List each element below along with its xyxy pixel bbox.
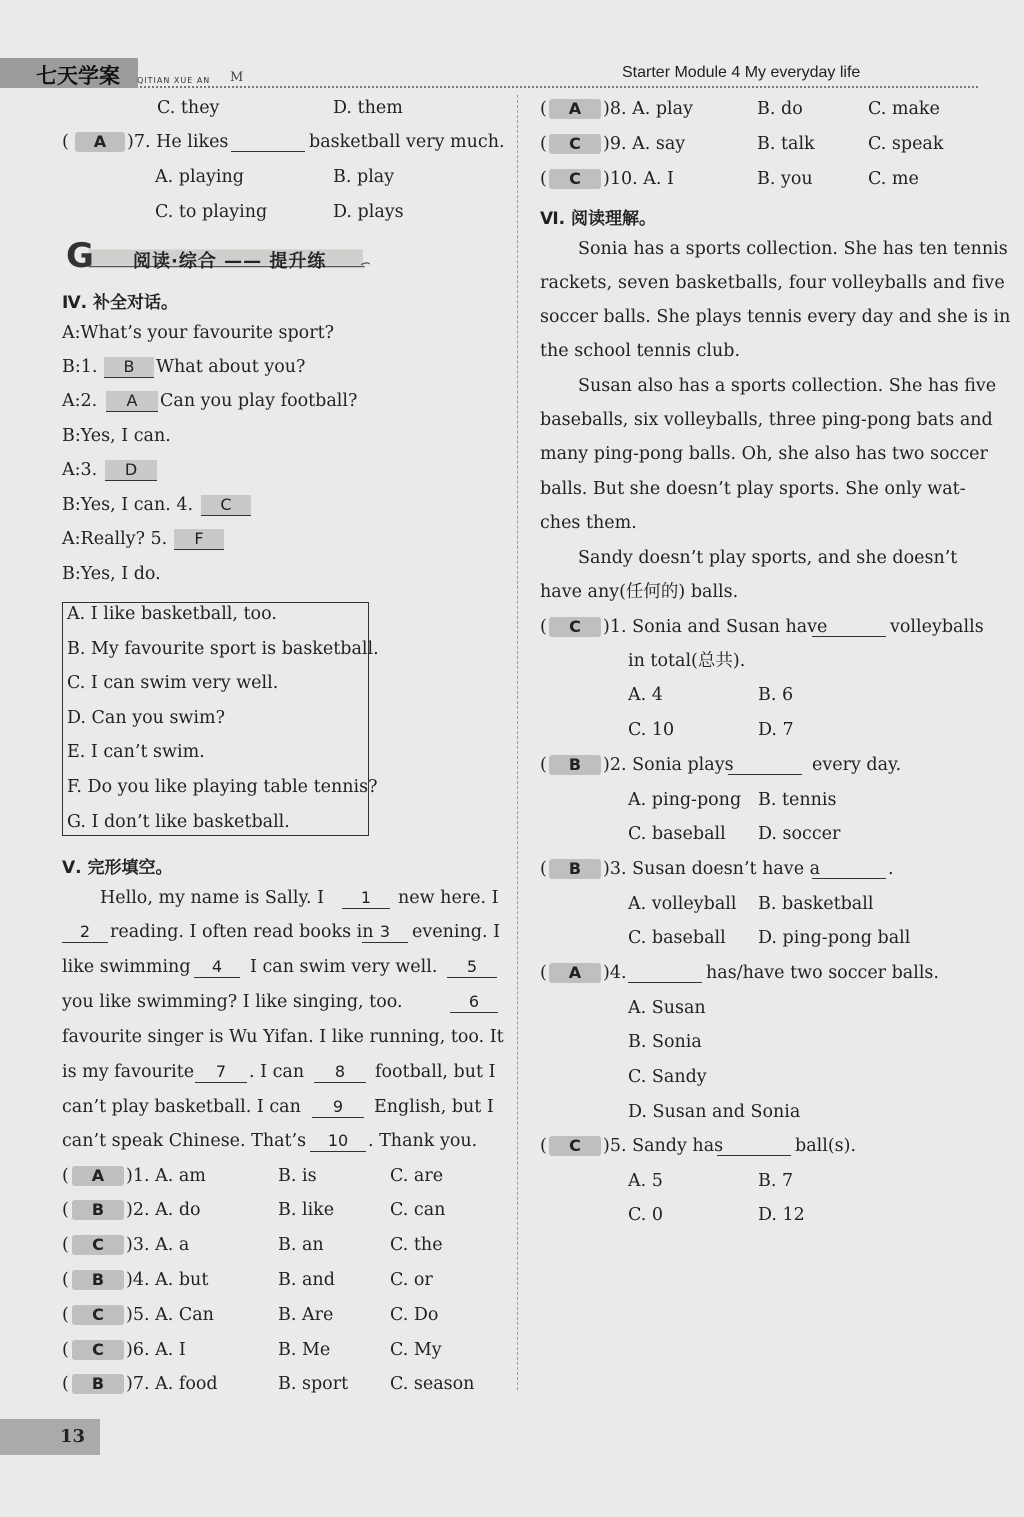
cloze-blank-10: 10 [310,1131,366,1152]
reading-q5-option-d: D. 12 [758,1205,805,1225]
reading-q1-option-b: B. 6 [758,685,794,705]
cloze-q-option-b: B. do [757,99,803,119]
reading-q5-option-a: A. 5 [628,1171,663,1191]
answer-badge: C [549,169,601,189]
reading-q5-blank [717,1155,791,1156]
q6-option-d: D. them [333,98,403,118]
paren-open: ( [62,1305,69,1325]
paren-open: ( [540,755,547,775]
reading-q5-option-c: C. 0 [628,1205,664,1225]
cloze-blank-2: 2 [62,922,108,943]
paren-open: ( [540,617,547,637]
cloze-text: like swimming [62,957,191,977]
cloze-blank-1: 1 [342,888,390,909]
dialog-answer-5: F [174,529,224,550]
answer-badge: A [549,99,601,119]
passage-line: Sandy doesn’t play sports, and she doesn’t [578,548,958,568]
cloze-q-option-b: B. Are [278,1305,334,1325]
q7-blank [231,151,305,152]
paren-open: ( [62,1235,69,1255]
dialog-line-2-pre: B:1. [62,357,98,377]
reading-q4-option-d: D. Susan and Sonia [628,1102,801,1122]
dialog-line-6-pre: B:Yes, I can. 4. [62,495,194,515]
dialog-option-b: B. My favourite sport is basketball. [67,639,379,659]
cloze-text: reading. I often read books in [110,922,374,942]
reading-q1-option-c: C. 10 [628,720,675,740]
reading-q5-option-b: B. 7 [758,1171,794,1191]
passage-line: Susan also has a sports collection. She has five [578,376,997,396]
cloze-text: football, but I [375,1062,496,1082]
dialog-line-3-pre: A:2. [62,391,98,411]
cloze-q-option-a: )3. A. a [126,1235,190,1255]
paren-open: ( [62,1270,69,1290]
reading-q3-option-d: D. ping-pong ball [758,928,911,948]
cloze-q-option-c: C. are [390,1166,444,1186]
passage-line: the school tennis club. [540,341,741,361]
answer-badge: A [75,132,125,152]
answer-badge: C [72,1340,124,1360]
dialog-line-7-pre: A:Really? 5. [62,529,168,549]
cloze-text: English, but I [374,1097,494,1117]
answer-badge: B [72,1200,124,1220]
reading-q1-stem-b: volleyballs [890,617,984,637]
answer-badge: A [549,963,601,983]
section-5-title: Ⅴ. 完形填空。 [62,858,173,878]
answer-badge: C [549,617,601,637]
reading-q3-blank [812,878,886,879]
reading-q3-option-b: B. basketball [758,894,874,914]
cloze-q-option-c: C. can [390,1200,446,1220]
reading-q4-blank [628,982,702,983]
reading-q2-option-c: C. baseball [628,824,726,844]
dialog-line-8: B:Yes, I do. [62,564,161,584]
brand-title: 七天学案 [36,64,120,88]
cloze-q-option-c: C. Do [390,1305,439,1325]
cloze-q-option-a: )9. A. say [603,134,686,154]
reading-q4-stem-b: has/have two soccer balls. [706,963,939,983]
answer-badge: C [549,134,601,154]
cloze-q-option-b: B. is [278,1166,317,1186]
cloze-text: Hello, my name is Sally. I [100,888,325,908]
paren-open: ( [62,132,69,152]
dialog-option-a: A. I like basketball, too. [67,604,277,624]
q6-option-c: C. they [157,98,220,118]
reading-q3-option-a: A. volleyball [628,894,737,914]
passage-line: ches them. [540,513,637,533]
dialog-option-e: E. I can’t swim. [67,742,205,762]
cloze-q-option-a: )5. A. Can [126,1305,214,1325]
reading-q2-option-b: B. tennis [758,790,837,810]
reading-q5-stem-b: ball(s). [795,1136,857,1156]
passage-line: baseballs, six volleyballs, three ping-pong bats and [540,410,993,430]
paren-open: ( [540,169,547,189]
brand-pinyin: QITIAN XUE AN [137,76,211,85]
paren-open: ( [540,99,547,119]
cloze-q-option-c: C. the [390,1235,443,1255]
banner-title: 阅读·综合 —— 提升练 [133,251,327,272]
passage-line: balls. But she doesn’t play sports. She only wat- [540,479,966,499]
dialog-option-f: F. Do you like playing table tennis? [67,777,378,797]
reading-q2-option-a: A. ping-pong [628,790,742,810]
reading-q1-option-a: A. 4 [628,685,663,705]
answer-badge: A [72,1166,124,1186]
page-number: 13 [60,1426,86,1447]
cloze-q-option-a: )2. A. do [126,1200,201,1220]
q7-stem-after: basketball very much. [309,132,505,152]
cloze-q-option-a: )8. A. play [603,99,693,119]
dialog-answer-2: A [106,391,158,412]
cloze-blank-8: 8 [314,1062,366,1083]
cloze-q-option-c: C. speak [868,134,944,154]
q7-option-a: A. playing [155,167,244,187]
cloze-q-option-a: )6. A. I [126,1340,186,1360]
cloze-q-option-c: C. make [868,99,940,119]
paren-open: ( [62,1340,69,1360]
reading-q3-option-c: C. baseball [628,928,726,948]
q7-option-c: C. to playing [155,202,268,222]
cloze-q-option-c: C. My [390,1340,442,1360]
cloze-text: . I can [249,1062,305,1082]
module-title: Starter Module 4 My everyday life [622,64,861,81]
passage-line: have any(任何的) balls. [540,582,739,602]
reading-q3-stem-b: . [888,859,894,879]
paren-open: ( [62,1374,69,1394]
paren-open: ( [62,1200,69,1220]
reading-q4-option-a: A. Susan [628,998,706,1018]
cloze-q-option-c: C. me [868,169,919,189]
cloze-q-option-a: )7. A. food [126,1374,218,1394]
cloze-q-option-b: B. talk [757,134,815,154]
cloze-text: favourite singer is Wu Yifan. I like running, too. It [62,1027,504,1047]
dialog-line-4: B:Yes, I can. [62,426,171,446]
reading-q3-stem: )3. Susan doesn’t have a [603,859,821,879]
header-divider [140,86,978,88]
reading-q1-blank [812,636,886,637]
cloze-text: new here. I [398,888,499,908]
cloze-q-option-b: B. you [757,169,813,189]
dialog-line-1: A:What’s your favourite sport? [62,323,335,343]
cloze-q-option-b: B. and [278,1270,335,1290]
answer-badge: C [549,1136,601,1156]
cloze-blank-4: 4 [194,957,240,978]
reading-q2-stem-b: every day. [812,755,902,775]
cloze-q-option-b: B. an [278,1235,324,1255]
cloze-q-option-b: B. like [278,1200,335,1220]
dialog-option-g: G. I don’t like basketball. [67,812,290,832]
paren-open: ( [540,859,547,879]
q7-option-d: D. plays [333,202,404,222]
reading-q2-option-d: D. soccer [758,824,841,844]
q7-stem: )7. He likes [127,132,229,152]
reading-q1-stem: )1. Sonia and Susan have [603,617,828,637]
reading-q2-stem: )2. Sonia plays [603,755,734,775]
cloze-q-option-c: C. season [390,1374,475,1394]
brand-mark: M [230,70,244,85]
cloze-q-option-b: B. Me [278,1340,331,1360]
reading-q5-stem: )5. Sandy has [603,1136,724,1156]
cloze-q-option-c: C. or [390,1270,433,1290]
dialog-option-d: D. Can you swim? [67,708,225,728]
cloze-text: is my favourite [62,1062,195,1082]
section-4-title: Ⅳ. 补全对话。 [62,293,179,313]
dialog-line-2-post: What about you? [156,357,306,377]
reading-q2-blank [728,774,802,775]
cloze-q-option-a: )1. A. am [126,1166,206,1186]
dialog-line-3-post: Can you play football? [160,391,358,411]
paren-open: ( [540,963,547,983]
reading-q1-option-d: D. 7 [758,720,794,740]
section-6-title: Ⅵ. 阅读理解。 [540,209,657,229]
dialog-answer-4: C [201,495,251,516]
cloze-text: evening. I [412,922,500,942]
passage-line: many ping-pong balls. Oh, she also has two soccer [540,444,988,464]
dialog-answer-1: B [104,357,154,378]
reading-q4-option-c: C. Sandy [628,1067,707,1087]
paren-open: ( [62,1166,69,1186]
cloze-blank-5: 5 [447,957,497,978]
cloze-text: you like swimming? I like singing, too. [62,992,403,1012]
reading-q4-stem: )4. [603,963,627,983]
cloze-text: can’t speak Chinese. That’s [62,1131,307,1151]
passage-line: soccer balls. She plays tennis every day and she is in [540,307,1011,327]
passage-line: Sonia has a sports collection. She has ten tennis [578,239,1008,259]
cloze-text: . Thank you. [368,1131,478,1151]
dialog-line-5-pre: A:3. [62,460,98,480]
q7-option-b: B. play [333,167,395,187]
cloze-blank-7: 7 [195,1062,247,1083]
column-divider [517,95,518,1390]
answer-badge: B [72,1374,124,1394]
dialog-option-c: C. I can swim very well. [67,673,279,693]
cloze-blank-9: 9 [312,1097,364,1118]
reading-q1-stem-2: in total(总共). [628,651,746,671]
cloze-q-option-a: )4. A. but [126,1270,209,1290]
paren-open: ( [540,134,547,154]
answer-badge: B [549,859,601,879]
paren-open: ( [540,1136,547,1156]
cloze-text: I can swim very well. [250,957,438,977]
answer-badge: C [72,1235,124,1255]
banner-letter-icon: G [66,236,94,276]
dialog-answer-3: D [105,460,157,481]
cloze-text: can’t play basketball. I can [62,1097,301,1117]
cloze-blank-3: 3 [362,922,408,943]
answer-badge: C [72,1305,124,1325]
cloze-q-option-a: )10. A. I [603,169,674,189]
passage-line: rackets, seven basketballs, four volleyballs and five [540,273,1005,293]
reading-q4-option-b: B. Sonia [628,1032,702,1052]
answer-badge: B [72,1270,124,1290]
answer-badge: B [549,755,601,775]
cloze-blank-6: 6 [450,992,498,1013]
cloze-q-option-b: B. sport [278,1374,349,1394]
